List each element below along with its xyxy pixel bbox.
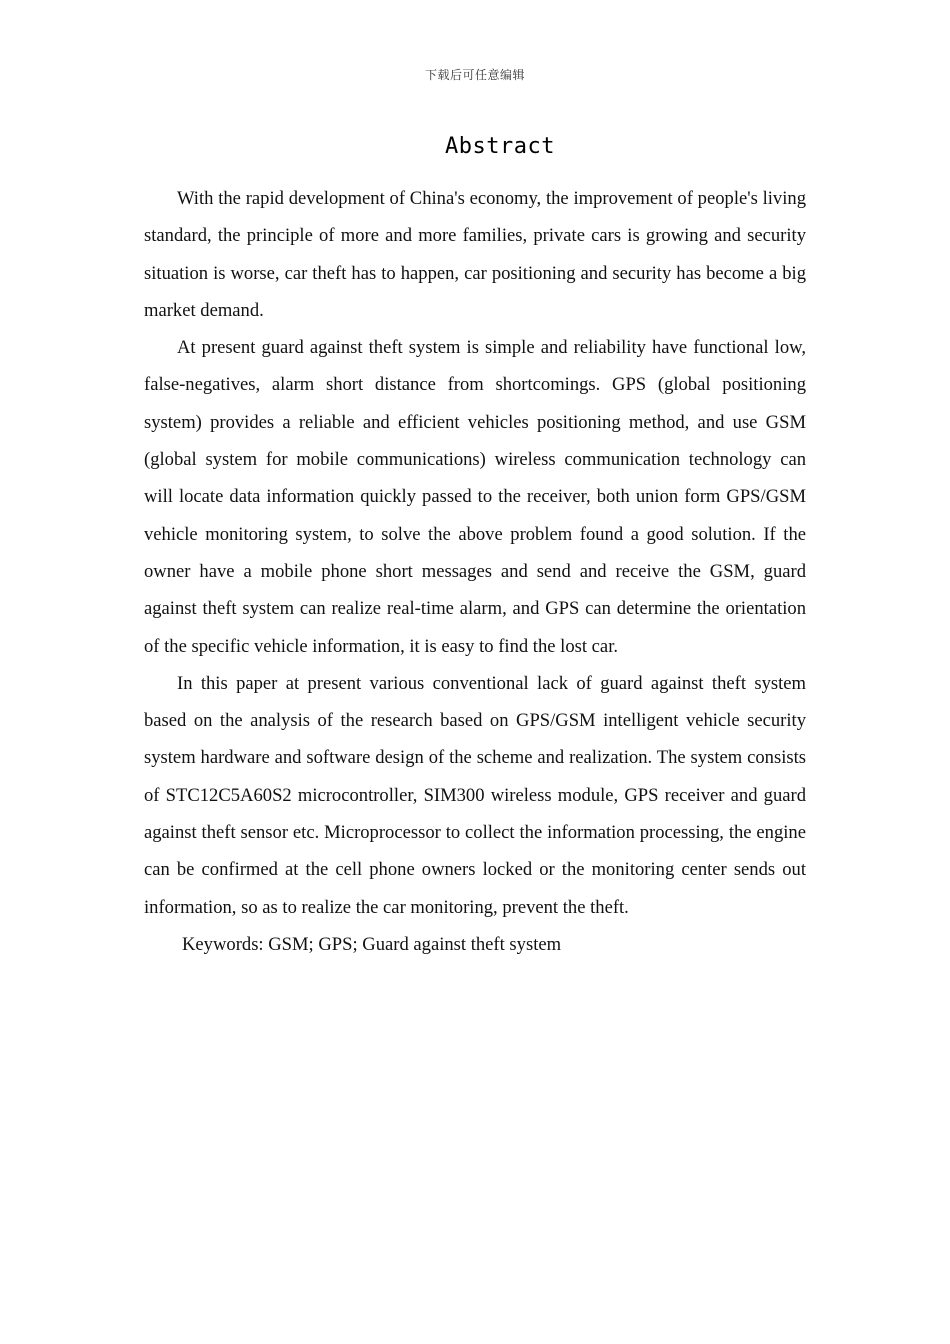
abstract-paragraph-3: In this paper at present various conventional lack of guard against theft system based on the analysis of the research based on GPS/GSM intelligent vehicle security system hardware and software design of the scheme and realization. The system consists of STC12C5A60S2 microcontroller, SIM300 wireless module, GPS receiver and guard against theft sensor etc. Microprocessor to collect the information processing, the engine can be confirmed at the cell phone owners locked or the monitoring center sends out information, so as to realize the car monitoring, prevent the theft.	[144, 672, 806, 918]
abstract-paragraph-1: With the rapid development of China's economy, the improvement of people's living standard, the principle of more and more families, private cars is growing and security situation is worse, car theft has to happen, car positioning and security has become a big market demand.	[144, 188, 806, 321]
keywords-line: Keywords: GSM; GPS; Guard against theft system	[182, 933, 562, 955]
abstract-body	[144, 180, 806, 963]
abstract-paragraph-2: At present guard against theft system is simple and reliability have functional low, false-negatives, alarm short distance from shortcomings. GPS (global positioning system) provides a reliable and efficient vehicles positioning method, and use GSM (global system for mobile communications) wireless communication technology can will locate data information quickly passed to the receiver, both union form GPS/GSM vehicle monitoring system, to solve the above problem found a good solution. If the owner have a mobile phone short messages and send and receive the GSM, guard against theft system can realize real-time alarm, and GPS can determine the orientation of the specific vehicle information, it is easy to find the lost car.	[144, 337, 806, 657]
abstract-title: Abstract	[445, 134, 555, 159]
page-header-note: 下载后可任意编辑	[424, 68, 525, 82]
